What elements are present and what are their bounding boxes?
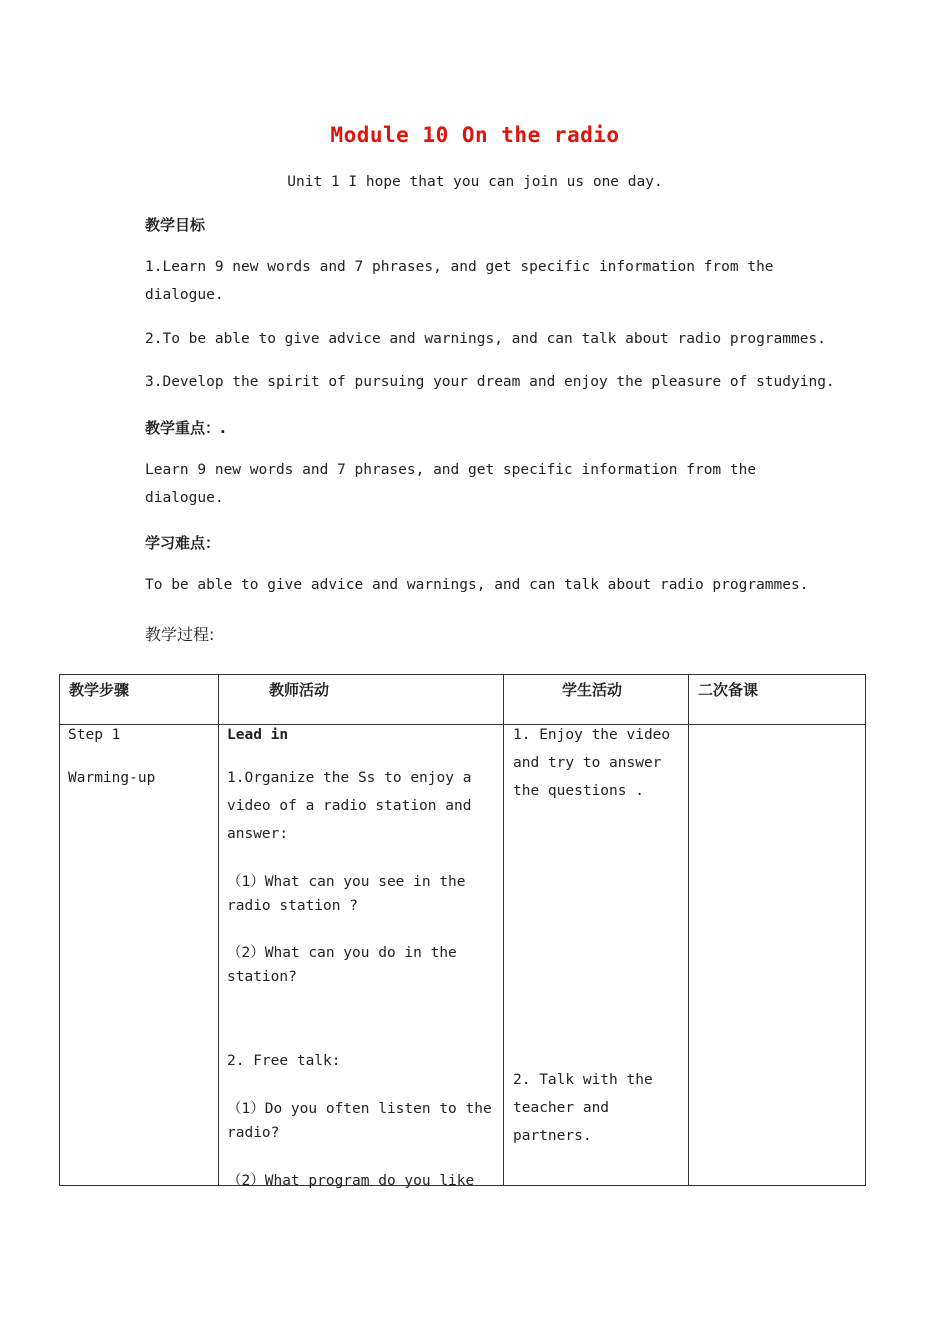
lead-in-label: Lead in — [227, 727, 289, 743]
teacher-activity-cell — [219, 725, 504, 1189]
key-points-heading: 教学重点：. — [145, 419, 226, 437]
notes-cell — [689, 725, 866, 1186]
objectives-heading: 教学目标 — [145, 216, 206, 234]
key-points-line-2: dialogue. — [145, 490, 224, 506]
objective-3: 3.Develop the spirit of pursuing your dream and enjoy the pleasure of studying. — [145, 374, 835, 390]
teacher-line: 1.Organize the Ss to enjoy a — [227, 770, 472, 786]
header-teacher-activity: 教师活动 — [219, 675, 504, 725]
teacher-line: answer: — [227, 826, 289, 842]
student-line: 1. Enjoy the video — [513, 727, 671, 743]
objective-1-line-2: dialogue. — [145, 287, 224, 303]
objective-2: 2.To be able to give advice and warnings, and can talk about radio programmes. — [145, 331, 826, 347]
teacher-question: （2）What program do you like — [227, 1173, 475, 1189]
table-header-row — [60, 675, 866, 725]
teacher-line: video of a radio station and — [227, 798, 472, 814]
teacher-question: （2）What can you do in the — [227, 945, 457, 961]
table-row — [60, 725, 866, 1186]
student-line: the questions . — [513, 783, 644, 799]
student-line: teacher and — [513, 1100, 610, 1116]
step-name: Warming-up — [68, 770, 156, 786]
header-student-activity: 学生活动 — [504, 675, 689, 725]
process-heading: 教学过程: — [145, 625, 215, 644]
lesson-process-table — [59, 674, 866, 1189]
difficulties-heading: 学习难点： — [145, 534, 221, 552]
page-title: Module 10 On the radio — [330, 123, 620, 147]
student-line: 2. Talk with the — [513, 1072, 653, 1088]
free-talk-label: 2. Free talk: — [227, 1053, 341, 1069]
teacher-question: station? — [227, 969, 297, 985]
student-line: partners. — [513, 1128, 592, 1144]
difficulties-line-1: To be able to give advice and warnings, and can talk about radio programmes. — [145, 577, 809, 593]
unit-subtitle: Unit 1 I hope that you can join us one day. — [287, 174, 663, 190]
header-second-preparation: 二次备课 — [689, 675, 866, 725]
student-line: and try to answer — [513, 755, 662, 771]
teacher-question: （1）What can you see in the — [227, 874, 466, 890]
step-cell — [60, 725, 219, 1186]
student-activity-cell — [504, 725, 689, 1186]
key-points-line-1: Learn 9 new words and 7 phrases, and get specific information from the — [145, 462, 757, 478]
teacher-question: radio station ? — [227, 898, 358, 914]
teacher-question: （1）Do you often listen to the — [227, 1101, 492, 1117]
header-step: 教学步骤 — [60, 675, 219, 725]
teacher-question: radio? — [227, 1125, 280, 1141]
objective-1-line-1: 1.Learn 9 new words and 7 phrases, and get specific information from the — [145, 259, 774, 275]
notes-content — [689, 725, 865, 1185]
step-number: Step 1 — [68, 727, 121, 743]
